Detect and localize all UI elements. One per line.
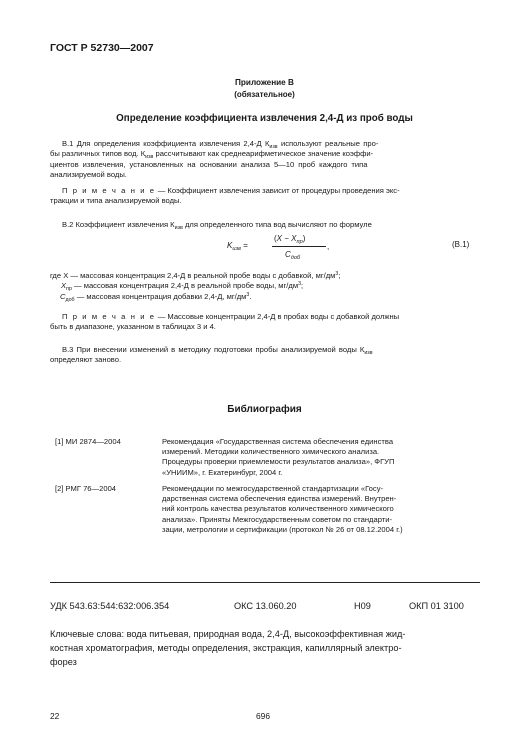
page-number: 22 bbox=[50, 711, 60, 721]
note-1 bbox=[50, 186, 480, 207]
classifier-code: Н09 bbox=[354, 601, 371, 611]
p2-text-b: для определенного типа вод вычисляют по формуле bbox=[182, 220, 372, 229]
formula-minus: − bbox=[284, 234, 289, 243]
oks-code: ОКС 13.060.20 bbox=[234, 601, 297, 611]
note-2-line1: — Массовые концентрации 2,4-Д в пробах воды с добавкой должны bbox=[155, 312, 400, 321]
p1-sub-b: изв bbox=[145, 154, 154, 161]
bibliography-ref: [2] РМГ 76—2004 bbox=[55, 484, 117, 493]
legend-line3-sup: 3 bbox=[246, 291, 250, 298]
bib2-line2: дарственная система обеспечения единства измерений. Внутрен- bbox=[162, 494, 397, 504]
udk-code: УДК 543.63:544:632:006.354 bbox=[50, 601, 170, 611]
bibliography-text bbox=[162, 484, 403, 535]
legend-line1-post: ; bbox=[338, 271, 341, 280]
document-page: ГОСТ Р 52730—2007 Приложение В (обязательное) Определение коэффициента извлечения 2,4-Д из проб воды В.1 Для определения коэффициента извлечения 2,4-Д $К_{изв}$ используют реальные про- бы различных типов вод. $К_{изв}$ рассчитывают как среднеарифметическое значение коэффи- циентов извлечения, установленных на основании анализа 5—10 проб каждого типа анализируемой воды. П р и м е ч а н и е — Коэффициент извлечения зависит от процедуры проведения экс- тракции и типа анализируемой воды. В.2 Коэффициент извлечения $К_{изв}$ для определенного типа вод вычисляют по формуле $K_{изв}$ = $(X - X_{пр})$ $C_{доб}$ , (В.1) где X — массовая концентрация 2,4-Д в реальной пробе воды с добавкой, $мг/дм^3$; $X_{пр}$ — массовая концентрация 2,4-Д в реальной пробе воды, $мг/дм^3$; $C_{доб}$ — массовая концентрация добавки 2,4-Д, $мг/дм^3$. П р и м е ч а н и е — Массовые концентрации 2,4-Д в пробах воды с добавкой должны быть в диапазоне, указанном в таблицах 3 и 4. В.3 При внесении изменений в методику подготовки пробы анализируемой воды $К_{изв}$ определяют заново. Библиография [1] МИ 2874—2004 Рекомендация «Государственная система обеспечения единства измерений. Методики количественного химического анализа. Процедуры проверки приемлемости результатов анализа», ФГУП «УНИИМ», г. Екатеринбург, 2004 г. [2] РМГ 76—2004 Рекомендации по межгосударственной стандартизации «Госу- дарственная система обеспечения единства измерений. Внутрен- ний контроль качества результатов количественного химического анализа». Приняты Межгосударственным советом по стандарти- зации, метрологии и сертификации (протокол № 26 от 08.12.2004 г.) УДК 543.63:544:632:006.354 ОКС 13.060.20 Н09 ОКП 01 3100 Ключевые слова: вода питьевая, природная вода, 2,4-Д, высокоэффективная жид- костная хроматография, методы определения, экстракция, капиллярный электро- форез 22 696 bbox=[0, 0, 529, 756]
legend-line2-post: ; bbox=[301, 281, 304, 291]
footer-rule bbox=[50, 582, 480, 583]
paragraph-b1 bbox=[50, 139, 480, 181]
sheet-number: 696 bbox=[256, 711, 270, 721]
formula-tail: , bbox=[327, 242, 330, 251]
p3-text-b: определяют заново. bbox=[50, 355, 122, 365]
legend-line2-text: — массовая концентрация 2,4-Д в реальной пробе воды, мг/дм bbox=[71, 281, 299, 291]
keywords-line2: костная хроматография, методы определения, экстракция, капиллярный электро- bbox=[50, 643, 402, 654]
legend-line1-sup: 3 bbox=[335, 271, 339, 277]
bib1-line2: измерений. Методики количественного химического анализа. bbox=[162, 447, 380, 457]
note-1-label: П р и м е ч а н и е bbox=[62, 186, 156, 195]
p1-text-e: циентов извлечения, установленных на основании анализа 5—10 проб каждого типа bbox=[50, 159, 368, 169]
note-1-line1: — Коэффициент извлечения зависит от процедуры проведения экс- bbox=[155, 186, 400, 195]
p1-text-b: используют реальные про- bbox=[277, 139, 379, 148]
bibliography-ref: [1] МИ 2874—2004 bbox=[55, 437, 121, 446]
formula-den-sub: доб bbox=[290, 255, 301, 261]
p1-text-a: В.1 Для определения коэффициента извлечения 2,4-Д К bbox=[62, 139, 270, 148]
bibliography-title: Библиография bbox=[227, 404, 302, 415]
legend-line2-sup: 3 bbox=[298, 281, 302, 288]
p3-sub: изв bbox=[364, 350, 373, 356]
legend-line3-text: — массовая концентрация добавки 2,4-Д, мг/дм bbox=[74, 291, 247, 301]
standard-header: ГОСТ Р 52730—2007 bbox=[50, 42, 154, 54]
p1-text-f: анализируемой воды. bbox=[50, 170, 127, 180]
note-2-line2: быть в диапазоне, указанном в таблицах 3 и 4. bbox=[50, 322, 216, 332]
formula-num-xpr: X bbox=[291, 234, 297, 243]
legend-line2-symbol: X bbox=[61, 281, 67, 291]
bib2-line1: Рекомендации по межгосударственной стандартизации «Госу- bbox=[162, 484, 384, 493]
appendix-heading: Определение коэффициента извлечения 2,4-Д из проб воды bbox=[116, 113, 413, 124]
okp-code: ОКП 01 3100 bbox=[409, 601, 464, 611]
appendix-title: Приложение В bbox=[235, 78, 294, 87]
legend-line3-symbol: C bbox=[60, 291, 66, 301]
paragraph-b2 bbox=[50, 220, 480, 230]
legend-line3-post: . bbox=[249, 291, 252, 301]
formula-fraction-bar bbox=[272, 246, 326, 247]
p1-sub-a: изв bbox=[269, 144, 278, 150]
formula-den: C bbox=[285, 250, 291, 259]
bib1-line4: «УНИИМ», г. Екатеринбург, 2004 г. bbox=[162, 467, 283, 477]
formula-number: (В.1) bbox=[452, 240, 470, 249]
formula-eq: = bbox=[243, 241, 248, 250]
keywords-line3: форез bbox=[50, 657, 77, 668]
legend-line3-sub: доб bbox=[65, 296, 75, 303]
legend-line2-sub: пр bbox=[66, 286, 72, 293]
p1-text-d: рассчитывают как среднеарифметическое значение коэффи- bbox=[153, 149, 374, 159]
bib2-line3: ний контроль качества результатов количественного химического bbox=[162, 504, 394, 514]
keywords-line1: Ключевые слова: вода питьевая, природная вода, 2,4-Д, высокоэффективная жид- bbox=[50, 629, 406, 639]
note-1-line2: тракции и типа анализируемой воды. bbox=[50, 196, 182, 206]
appendix-subtitle: (обязательное) bbox=[234, 90, 295, 99]
paragraph-b3 bbox=[50, 345, 480, 366]
bib2-line5: зации, метрологии и сертификации (протокол № 26 от 08.12.2004 г.) bbox=[162, 524, 403, 534]
bib2-line4: анализа». Приняты Межгосударственным советом по стандарти- bbox=[162, 514, 393, 524]
p3-text-a: В.3 При внесении изменений в методику подготовки пробы анализируемой воды К bbox=[62, 345, 365, 354]
bib1-line3: Процедуры проверки приемлемости результатов анализа», ФГУП bbox=[162, 457, 395, 467]
p2-sub: изв bbox=[174, 225, 183, 231]
p2-text-a: В.2 Коэффициент извлечения К bbox=[62, 220, 175, 229]
legend-line1: где X — массовая концентрация 2,4-Д в реальной пробе воды с добавкой, мг/дм bbox=[50, 271, 336, 280]
bibliography-text bbox=[162, 437, 394, 478]
formula-num-x: X bbox=[276, 234, 283, 243]
note-2-label: П р и м е ч а н и е bbox=[62, 312, 156, 321]
p1-text-c: бы различных типов вод. К bbox=[50, 149, 146, 159]
note-2 bbox=[50, 312, 480, 333]
bib1-line1: Рекомендация «Государственная система обеспечения единства bbox=[162, 437, 394, 446]
formula-lhs-sub: изв bbox=[232, 246, 241, 252]
formula-lhs: K bbox=[227, 241, 233, 250]
keywords bbox=[50, 627, 405, 670]
formula-legend bbox=[50, 271, 480, 302]
formula-num-xpr-sub: пр bbox=[296, 239, 303, 245]
